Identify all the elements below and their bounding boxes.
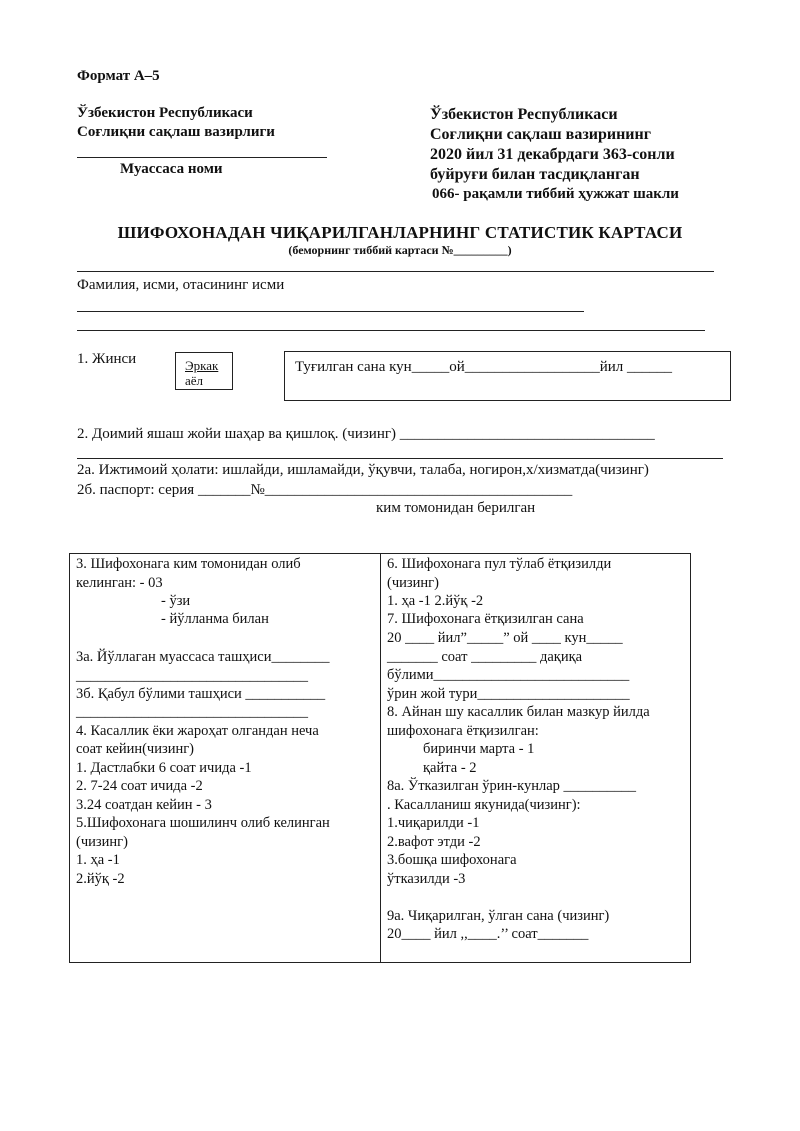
ministry-left-line1: Ўзбекистон Республикаси [77, 105, 253, 121]
q8-outcome-died[interactable]: 2.вафот этди -2 [387, 834, 481, 850]
q5-line1: 5.Шифохонага шошилинч олиб келинган [76, 815, 330, 831]
approval-line2: Соғлиқни сақлаш вазирининг [430, 126, 651, 143]
birthdate-field[interactable]: Туғилган сана кун_____ой__________________йил ______ [295, 359, 673, 375]
table-divider [380, 553, 381, 963]
q4-option2[interactable]: 2. 7-24 соат ичида -2 [76, 778, 203, 794]
residence-line[interactable] [77, 458, 723, 459]
institution-label: Муассаса номи [120, 161, 223, 177]
medical-card-number: (беморнинг тиббий картаси №_________) [288, 243, 512, 257]
approval-line1: Ўзбекистон Республикаси [430, 106, 618, 123]
q6-line1: 6. Шифохонага пул тўлаб ётқизилди [387, 556, 612, 572]
q3-option-referral[interactable]: - йўлланма билан [161, 611, 269, 627]
fullname-line-1[interactable] [77, 311, 584, 312]
gender-female-option[interactable]: аёл [185, 373, 204, 388]
issued-by-label: ким томонидан берилган [376, 500, 536, 516]
institution-name-line[interactable] [77, 157, 327, 158]
gender-male-option[interactable]: Эркак [185, 358, 219, 373]
q8-outcome-transferred-line2[interactable]: ўтказилди -3 [387, 871, 466, 887]
format-label: Формат А–5 [77, 68, 160, 84]
q8-option-repeat[interactable]: қайта - 2 [423, 760, 477, 776]
q8-outcome-transferred[interactable]: 3.бошқа шифохонага [387, 852, 517, 868]
passport-field[interactable]: 2б. паспорт: серия _______№_________________________________________ [77, 482, 573, 498]
q8a-field[interactable]: 8а. Ўтказилган ўрин-кунлар __________ [387, 778, 637, 794]
q3-option-self[interactable]: - ўзи [161, 593, 191, 609]
q9a-date-field[interactable]: 20____ йил ,,____.’’ соат_______ [387, 926, 589, 942]
q4-option1[interactable]: 1. Дастлабки 6 соат ичида -1 [76, 760, 252, 776]
ministry-left-line2: Соғлиқни сақлаш вазирлиги [77, 124, 275, 140]
q8-option-first[interactable]: биринчи марта - 1 [423, 741, 535, 757]
fullname-line-2[interactable] [77, 330, 705, 331]
q4-line1: 4. Касаллик ёки жароҳат олгандан неча [76, 723, 319, 739]
residence-field[interactable]: 2. Доимий яшаш жойи шаҳар ва қишлоқ. (чизинг) __________________________________ [77, 426, 655, 442]
q3a-line[interactable]: ________________________________ [76, 668, 308, 684]
q3-line1: 3. Шифохонага ким томонидан олиб [76, 556, 301, 572]
q4-option3[interactable]: 3.24 соатдан кейин - 3 [76, 797, 212, 813]
page-title: ШИФОХОНАДАН ЧИҚАРИЛГАНЛАРНИНГ СТАТИСТИК КАРТАСИ [117, 223, 683, 242]
q7-time-field[interactable]: _______ соат _________ дақиқа [387, 649, 583, 665]
q3-line2[interactable]: келинган: - 03 [76, 575, 163, 591]
q7-bed-type-field[interactable]: ўрин жой тури_____________________ [387, 686, 630, 702]
q8-line2: шифохонага ётқизилган: [387, 723, 539, 739]
social-status-field[interactable]: 2а. Ижтимоий ҳолати: ишлайди, ишламайди, ўқувчи, талаба, ногирон,х/хизматда(чизинг) [77, 462, 649, 478]
q6-options[interactable]: 1. ҳа -1 2.йўқ -2 [387, 593, 484, 609]
birthdate-box[interactable] [284, 351, 731, 401]
q8-outcome-discharged[interactable]: 1.чиқарилди -1 [387, 815, 480, 831]
q4-line2: соат кейин(чизинг) [76, 741, 195, 757]
q3a-field[interactable]: 3а. Йўллаган муассаса ташҳиси________ [76, 649, 330, 665]
q5-option-yes[interactable]: 1. ҳа -1 [76, 852, 120, 868]
q9a-label: 9а. Чиқарилган, ўлган сана (чизинг) [387, 908, 610, 924]
q7-department-field[interactable]: бўлими___________________________ [387, 667, 630, 683]
q7-label: 7. Шифохонага ётқизилган сана [387, 611, 584, 627]
approval-line4: буйруғи билан тасдиқланган [430, 166, 640, 183]
q3b-line[interactable]: ________________________________ [76, 704, 308, 720]
q5-option-no[interactable]: 2.йўқ -2 [76, 871, 125, 887]
approval-line5: 066- рақамли тиббий ҳужжат шакли [432, 186, 679, 202]
gender-box[interactable] [175, 352, 233, 390]
q3b-field[interactable]: 3б. Қабул бўлими ташҳиси ___________ [76, 686, 326, 702]
approval-line3: 2020 йил 31 декабрдаги 363-сонли [430, 146, 675, 163]
q8-line1: 8. Айнан шу касаллик билан мазкур йилда [387, 704, 650, 720]
top-rule [77, 271, 714, 272]
q8-outcome-label: . Касалланиш якунида(чизинг): [387, 797, 581, 813]
q5-line2: (чизинг) [76, 834, 128, 850]
q7-date-field[interactable]: 20 ____ йил”_____” ой ____ кун_____ [387, 630, 623, 646]
gender-label: 1. Жинси [77, 351, 137, 367]
fullname-label: Фамилия, исми, отасининг исми [77, 277, 285, 293]
q6-line2: (чизинг) [387, 575, 439, 591]
